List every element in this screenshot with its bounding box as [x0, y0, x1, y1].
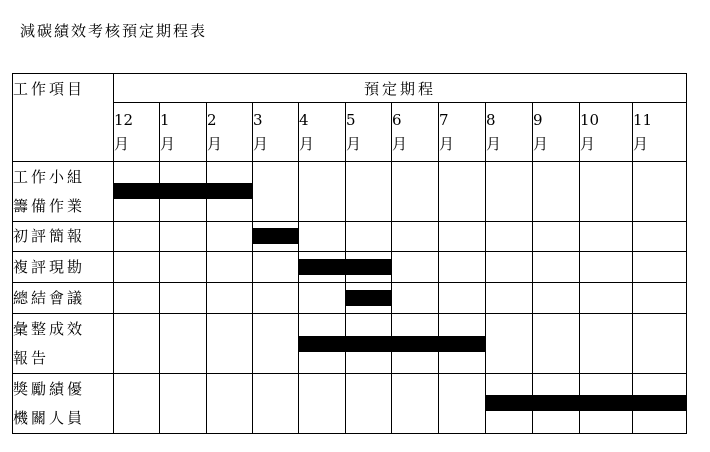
schedule-cell — [580, 162, 633, 222]
schedule-cell — [486, 314, 533, 374]
schedule-cell — [253, 374, 299, 434]
schedule-cell — [160, 252, 207, 283]
task-row — [13, 314, 687, 374]
schedule-cell — [580, 252, 633, 283]
schedule-cell — [392, 283, 439, 314]
schedule-cell — [392, 162, 439, 222]
schedule-cell — [114, 162, 160, 222]
task-row — [13, 252, 687, 283]
schedule-cell — [580, 314, 633, 374]
schedule-cell — [346, 283, 392, 314]
schedule-cell — [207, 314, 253, 374]
schedule-cell — [533, 314, 580, 374]
schedule-bar — [299, 259, 346, 275]
page-title: 減碳績效考核預定期程表 — [20, 22, 208, 40]
task-name — [13, 222, 114, 252]
task-column-header: 工作項目 — [13, 74, 114, 162]
schedule-cell — [346, 222, 392, 252]
schedule-cell — [533, 252, 580, 283]
schedule-cell — [633, 374, 687, 434]
schedule-bar — [206, 183, 252, 199]
schedule-cell — [392, 252, 439, 283]
month-number: 6 — [392, 111, 402, 129]
month-header — [299, 103, 346, 162]
header-row — [13, 74, 687, 103]
month-unit: 月 — [392, 135, 408, 153]
task-name-line: 總結會議 — [13, 288, 86, 307]
schedule-cell — [392, 314, 439, 374]
schedule-cell — [207, 162, 253, 222]
month-unit: 月 — [580, 135, 596, 153]
month-number: 3 — [253, 111, 263, 129]
schedule-cell — [114, 283, 160, 314]
month-header — [253, 103, 299, 162]
schedule-cell — [253, 314, 299, 374]
schedule-cell — [346, 252, 392, 283]
schedule-cell — [114, 314, 160, 374]
task-row — [13, 283, 687, 314]
month-unit: 月 — [486, 135, 502, 153]
task-name-line: 機關人員 — [13, 408, 86, 427]
schedule-cell — [486, 374, 533, 434]
month-number: 10 — [580, 111, 600, 129]
month-header — [346, 103, 392, 162]
schedule-cell — [439, 314, 486, 374]
month-header — [633, 103, 687, 162]
task-row — [13, 162, 687, 222]
schedule-bar — [486, 395, 533, 411]
schedule-cell — [439, 374, 486, 434]
month-unit: 月 — [253, 135, 269, 153]
month-number: 8 — [486, 111, 496, 129]
month-unit: 月 — [346, 135, 362, 153]
schedule-cell — [114, 252, 160, 283]
month-header — [160, 103, 207, 162]
schedule-bar — [438, 336, 485, 352]
schedule-cell — [299, 374, 346, 434]
schedule-cell — [633, 252, 687, 283]
month-header — [580, 103, 633, 162]
month-number: 1 — [160, 111, 170, 129]
schedule-cell — [114, 222, 160, 252]
schedule-cell — [633, 283, 687, 314]
schedule-cell — [633, 222, 687, 252]
schedule-cell — [439, 222, 486, 252]
month-number: 2 — [207, 111, 217, 129]
schedule-cell — [114, 374, 160, 434]
month-header — [533, 103, 580, 162]
schedule-cell — [299, 162, 346, 222]
month-number: 7 — [439, 111, 449, 129]
schedule-cell — [439, 252, 486, 283]
task-name-line: 複評現勘 — [13, 257, 86, 276]
schedule-cell — [580, 222, 633, 252]
schedule-cell — [633, 162, 687, 222]
schedule-cell — [160, 283, 207, 314]
schedule-cell — [207, 283, 253, 314]
task-name-line: 報告 — [13, 348, 50, 367]
month-unit: 月 — [633, 135, 649, 153]
schedule-cell — [486, 162, 533, 222]
period-header: 預定期程 — [114, 74, 687, 103]
schedule-cell — [160, 162, 207, 222]
schedule-bar — [299, 336, 346, 352]
task-name-line: 初評簡報 — [13, 227, 86, 245]
month-number: 5 — [346, 111, 356, 129]
task-name — [13, 252, 114, 283]
month-header — [392, 103, 439, 162]
month-unit: 月 — [439, 135, 455, 153]
month-unit: 月 — [114, 135, 130, 153]
task-name — [13, 314, 114, 374]
month-unit: 月 — [299, 135, 315, 153]
schedule-cell — [486, 222, 533, 252]
schedule-cell — [346, 162, 392, 222]
schedule-cell — [580, 374, 633, 434]
schedule-cell — [346, 314, 392, 374]
month-header — [114, 103, 160, 162]
schedule-cell — [439, 162, 486, 222]
schedule-bar — [346, 290, 391, 306]
month-header — [439, 103, 486, 162]
schedule-cell — [160, 314, 207, 374]
month-unit: 月 — [533, 135, 549, 153]
schedule-cell — [207, 374, 253, 434]
schedule-cell — [346, 374, 392, 434]
schedule-cell — [253, 162, 299, 222]
month-number: 9 — [533, 111, 543, 129]
month-header — [486, 103, 533, 162]
month-header-row — [13, 103, 687, 162]
schedule-cell — [439, 283, 486, 314]
schedule-bar — [579, 395, 633, 411]
schedule-cell — [533, 374, 580, 434]
month-number: 12 — [114, 111, 134, 129]
task-name — [13, 374, 114, 434]
month-number: 11 — [633, 111, 653, 129]
schedule-cell — [299, 283, 346, 314]
schedule-bar — [159, 183, 207, 199]
schedule-cell — [299, 314, 346, 374]
schedule-bar — [253, 228, 298, 244]
schedule-bar — [391, 336, 439, 352]
schedule-cell — [253, 222, 299, 252]
schedule-cell — [299, 222, 346, 252]
schedule-cell — [160, 374, 207, 434]
schedule-bar — [345, 336, 392, 352]
schedule-cell — [299, 252, 346, 283]
schedule-cell — [486, 252, 533, 283]
schedule-cell — [253, 252, 299, 283]
schedule-cell — [392, 374, 439, 434]
schedule-cell — [580, 283, 633, 314]
month-unit: 月 — [160, 135, 176, 153]
schedule-table — [12, 73, 687, 434]
schedule-bar — [345, 259, 391, 275]
schedule-cell — [253, 283, 299, 314]
task-name-line: 彙整成效 — [13, 319, 86, 338]
task-name-line: 工作小組 — [13, 167, 86, 186]
month-number: 4 — [299, 111, 309, 129]
schedule-cell — [207, 222, 253, 252]
task-row — [13, 222, 687, 252]
task-row — [13, 374, 687, 434]
schedule-cell — [533, 162, 580, 222]
task-name-line: 籌備作業 — [13, 196, 86, 215]
schedule-cell — [207, 252, 253, 283]
schedule-cell — [533, 283, 580, 314]
schedule-cell — [392, 222, 439, 252]
schedule-bar — [632, 395, 686, 411]
month-header — [207, 103, 253, 162]
task-name — [13, 162, 114, 222]
month-unit: 月 — [207, 135, 223, 153]
schedule-cell — [160, 222, 207, 252]
schedule-bar — [532, 395, 580, 411]
schedule-bar — [114, 183, 160, 199]
task-name-line: 獎勵績優 — [13, 379, 86, 398]
task-name — [13, 283, 114, 314]
schedule-cell — [633, 314, 687, 374]
schedule-cell — [533, 222, 580, 252]
schedule-cell — [486, 283, 533, 314]
